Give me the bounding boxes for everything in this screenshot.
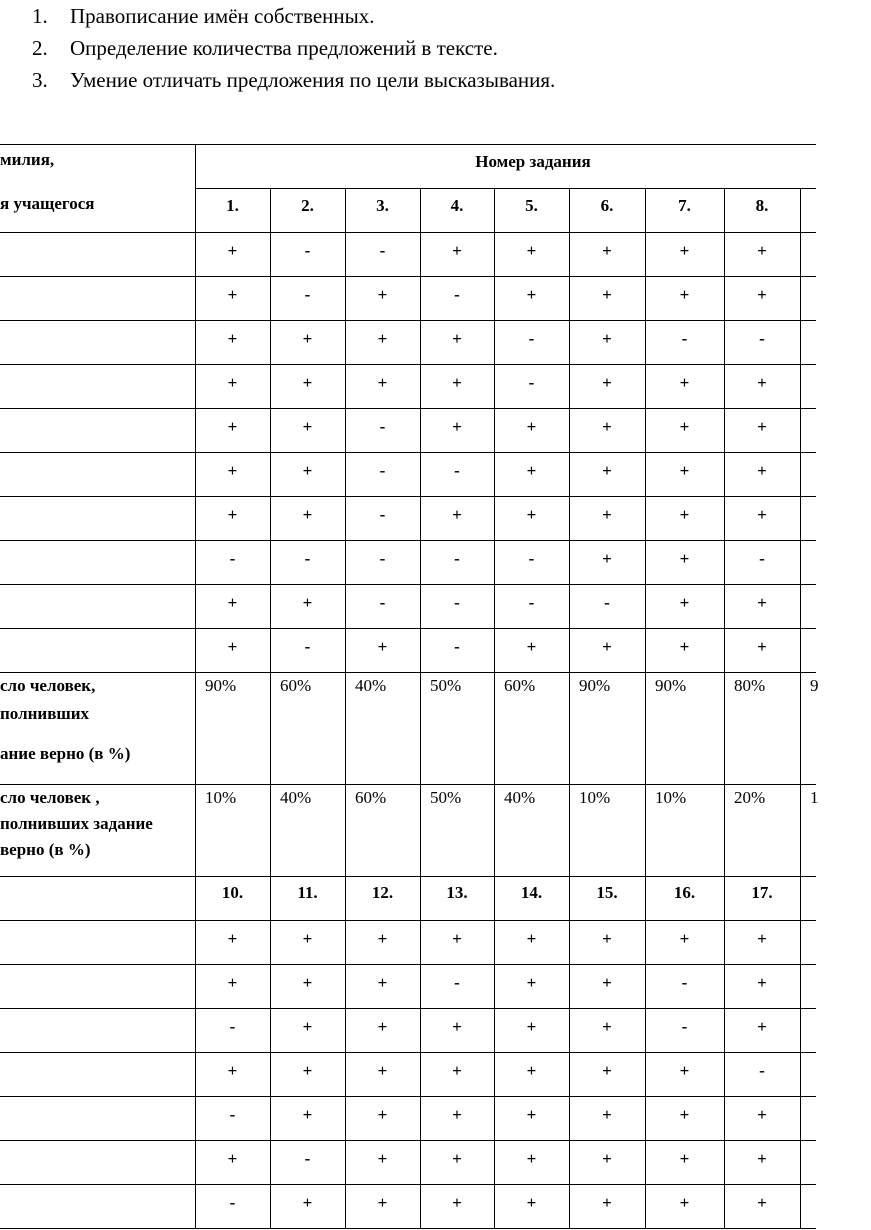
correct-value-cut: 9 xyxy=(810,676,819,695)
table-rule xyxy=(195,144,196,1228)
result-mark: + xyxy=(227,973,238,992)
result-mark: - xyxy=(528,593,535,612)
result-mark: + xyxy=(757,1149,767,1168)
result-mark: + xyxy=(757,929,767,948)
correct-percent: 60% xyxy=(504,676,536,695)
result-mark: + xyxy=(602,1061,612,1080)
table-rule xyxy=(0,320,816,321)
table-rule xyxy=(0,1052,816,1053)
list-number: 1. xyxy=(32,4,48,28)
list-text: Умение отличать предложения по цели высказывания. xyxy=(70,68,556,92)
result-mark: + xyxy=(302,505,313,524)
result-mark: + xyxy=(302,417,313,436)
result-mark: + xyxy=(302,1017,313,1036)
result-mark: - xyxy=(454,461,460,480)
result-mark: + xyxy=(757,1193,767,1212)
result-mark: - xyxy=(304,241,311,260)
list-text: Определение количества предложений в тексте. xyxy=(70,36,498,60)
result-mark: - xyxy=(379,593,386,612)
result-mark: + xyxy=(602,285,612,304)
table-rule xyxy=(0,876,816,877)
result-mark: + xyxy=(452,1061,462,1080)
wrong-percent: 10% xyxy=(579,788,611,807)
result-mark: - xyxy=(379,417,386,436)
result-mark: + xyxy=(227,505,238,524)
result-mark: - xyxy=(759,1061,765,1080)
result-mark: + xyxy=(602,1017,612,1036)
result-mark: + xyxy=(377,973,388,992)
result-mark: + xyxy=(452,373,462,392)
table-rule xyxy=(0,452,816,453)
result-mark: + xyxy=(302,1061,313,1080)
result-mark: + xyxy=(452,505,462,524)
result-mark: + xyxy=(302,973,313,992)
result-mark: + xyxy=(602,373,612,392)
result-mark: + xyxy=(757,285,767,304)
result-mark: - xyxy=(454,973,460,992)
result-mark: + xyxy=(526,417,537,436)
table-rule xyxy=(0,276,816,277)
result-mark: + xyxy=(757,417,767,436)
result-mark: - xyxy=(304,549,311,568)
name-header-line1: милия, xyxy=(0,150,55,169)
result-mark: - xyxy=(379,505,386,524)
result-mark: - xyxy=(759,549,765,568)
result-mark: + xyxy=(757,505,767,524)
result-mark: + xyxy=(679,549,690,568)
result-mark: - xyxy=(229,549,236,568)
result-mark: + xyxy=(377,373,388,392)
result-mark: - xyxy=(229,1017,236,1036)
task-number: 14. xyxy=(520,883,543,902)
result-mark: + xyxy=(377,285,388,304)
wrong-label-line1: сло человек , xyxy=(0,788,100,807)
result-mark: - xyxy=(681,1017,688,1036)
result-mark: + xyxy=(602,329,612,348)
wrong-percent: 40% xyxy=(280,788,312,807)
result-mark: + xyxy=(377,1017,388,1036)
result-mark: + xyxy=(526,461,537,480)
correct-percent: 40% xyxy=(355,676,387,695)
result-mark: + xyxy=(679,1149,690,1168)
result-mark: + xyxy=(377,1149,388,1168)
result-mark: + xyxy=(602,461,612,480)
result-mark: + xyxy=(526,285,537,304)
result-mark: + xyxy=(602,549,612,568)
result-mark: + xyxy=(526,973,537,992)
result-mark: + xyxy=(377,1193,388,1212)
result-mark: - xyxy=(454,549,460,568)
table-rule xyxy=(724,188,725,1228)
result-mark: + xyxy=(377,329,388,348)
result-mark: + xyxy=(757,461,767,480)
result-mark: + xyxy=(526,1193,537,1212)
result-mark: - xyxy=(681,329,688,348)
result-mark: - xyxy=(229,1105,236,1124)
task-number: 11. xyxy=(297,883,318,902)
result-mark: + xyxy=(227,593,238,612)
result-mark: + xyxy=(452,1105,462,1124)
result-mark: - xyxy=(379,461,386,480)
result-mark: + xyxy=(526,637,537,656)
table-rule xyxy=(195,188,816,189)
result-mark: - xyxy=(528,549,535,568)
name-header-line2: я учащегося xyxy=(0,194,95,213)
result-mark: + xyxy=(227,329,238,348)
table-rule xyxy=(0,920,816,921)
wrong-label-line3: верно (в %) xyxy=(0,840,91,859)
result-mark: + xyxy=(452,329,462,348)
result-mark: + xyxy=(679,373,690,392)
task-number: 8. xyxy=(755,196,769,215)
result-mark: + xyxy=(679,241,690,260)
result-mark: + xyxy=(679,1105,690,1124)
table-rule xyxy=(0,1184,816,1185)
result-mark: + xyxy=(452,241,462,260)
wrong-percent: 10% xyxy=(205,788,237,807)
list-text: Правописание имён собственных. xyxy=(70,4,375,28)
result-mark: + xyxy=(526,1017,537,1036)
table-rule xyxy=(494,188,495,1228)
result-mark: + xyxy=(302,461,313,480)
result-mark: + xyxy=(227,1061,238,1080)
result-mark: + xyxy=(526,929,537,948)
result-mark: + xyxy=(679,1193,690,1212)
result-mark: - xyxy=(304,285,311,304)
result-mark: + xyxy=(602,505,612,524)
correct-label-line2: полнивших xyxy=(0,704,90,723)
result-mark: - xyxy=(379,549,386,568)
result-mark: + xyxy=(679,285,690,304)
result-mark: + xyxy=(602,417,612,436)
result-mark: + xyxy=(757,593,767,612)
result-mark: + xyxy=(602,1105,612,1124)
result-mark: - xyxy=(304,1149,311,1168)
task-number: 15. xyxy=(596,883,618,902)
table-rule xyxy=(569,188,570,1228)
result-mark: + xyxy=(227,929,238,948)
table-rule xyxy=(0,408,816,409)
list-number: 2. xyxy=(32,36,48,60)
list-number: 3. xyxy=(32,68,48,92)
result-mark: + xyxy=(452,1149,462,1168)
result-mark: - xyxy=(759,329,765,348)
result-mark: - xyxy=(229,1193,236,1212)
table-rule xyxy=(420,188,421,1228)
result-mark: + xyxy=(227,285,238,304)
wrong-percent: 50% xyxy=(430,788,462,807)
task-number: 13. xyxy=(446,883,468,902)
table-rule xyxy=(0,364,816,365)
table-rule xyxy=(800,188,801,1228)
result-mark: + xyxy=(757,373,767,392)
result-mark: + xyxy=(302,593,313,612)
result-mark: - xyxy=(454,593,460,612)
result-mark: + xyxy=(227,241,238,260)
task-number: 16. xyxy=(673,883,696,902)
result-mark: + xyxy=(602,1149,612,1168)
task-number: 12. xyxy=(371,883,394,902)
correct-label-line1: сло человек, xyxy=(0,676,96,695)
correct-label-line3: ание верно (в %) xyxy=(0,744,131,763)
result-mark: - xyxy=(681,973,688,992)
result-mark: - xyxy=(454,285,460,304)
task-number: 10. xyxy=(221,883,244,902)
task-number: 7. xyxy=(678,196,691,215)
result-mark: - xyxy=(604,593,610,612)
table-rule xyxy=(0,540,816,541)
correct-percent: 90% xyxy=(655,676,687,695)
result-mark: - xyxy=(528,373,535,392)
table-rule xyxy=(270,188,271,1228)
result-mark: + xyxy=(679,461,690,480)
result-mark: + xyxy=(526,241,537,260)
result-mark: + xyxy=(377,929,388,948)
result-mark: + xyxy=(227,1149,238,1168)
result-mark: + xyxy=(227,417,238,436)
result-mark: + xyxy=(757,1017,767,1036)
task-number-header: Номер задания xyxy=(475,152,591,171)
result-mark: + xyxy=(679,637,690,656)
correct-percent: 80% xyxy=(734,676,766,695)
table-rule xyxy=(345,188,346,1228)
correct-percent: 90% xyxy=(205,676,237,695)
result-mark: + xyxy=(679,929,690,948)
result-mark: + xyxy=(679,1061,690,1080)
wrong-percent: 60% xyxy=(355,788,387,807)
table-rule xyxy=(0,496,816,497)
result-mark: + xyxy=(526,1149,537,1168)
task-number: 6. xyxy=(600,196,614,215)
table-rule xyxy=(0,1096,816,1097)
result-mark: + xyxy=(602,973,612,992)
wrong-percent: 10% xyxy=(655,788,687,807)
result-mark: + xyxy=(227,461,238,480)
result-mark: + xyxy=(302,373,313,392)
result-mark: + xyxy=(302,929,313,948)
result-mark: - xyxy=(454,637,460,656)
result-mark: + xyxy=(302,329,313,348)
table-rule xyxy=(0,672,816,673)
table-rule xyxy=(0,232,816,233)
wrong-value-cut: 1 xyxy=(810,788,819,807)
wrong-label-line2: полнивших задание xyxy=(0,814,153,833)
result-mark: + xyxy=(602,241,612,260)
result-mark: + xyxy=(757,973,767,992)
result-mark: + xyxy=(377,1105,388,1124)
result-mark: + xyxy=(377,1061,388,1080)
result-mark: + xyxy=(302,1105,313,1124)
result-mark: + xyxy=(602,637,612,656)
correct-percent: 50% xyxy=(430,676,462,695)
table-rule xyxy=(0,1008,816,1009)
result-mark: + xyxy=(227,637,238,656)
result-mark: + xyxy=(227,373,238,392)
wrong-percent: 20% xyxy=(734,788,766,807)
result-mark: + xyxy=(679,505,690,524)
table-rule xyxy=(0,628,816,629)
result-mark: + xyxy=(526,1061,537,1080)
result-mark: + xyxy=(452,1017,462,1036)
task-number: 3. xyxy=(376,196,389,215)
result-mark: - xyxy=(304,637,311,656)
task-number: 17. xyxy=(751,883,773,902)
result-mark: + xyxy=(452,929,462,948)
result-mark: + xyxy=(757,241,767,260)
table-rule xyxy=(0,964,816,965)
task-number: 5. xyxy=(525,196,538,215)
correct-percent: 60% xyxy=(280,676,312,695)
table-rule xyxy=(0,584,816,585)
result-mark: - xyxy=(379,241,386,260)
wrong-percent: 40% xyxy=(504,788,536,807)
result-mark: + xyxy=(526,505,537,524)
result-mark: + xyxy=(757,1105,767,1124)
result-mark: + xyxy=(757,637,767,656)
task-number: 1. xyxy=(226,196,239,215)
table-rule xyxy=(0,144,816,145)
result-mark: + xyxy=(452,1193,462,1212)
table-rule xyxy=(0,784,816,785)
result-mark: + xyxy=(602,929,612,948)
task-number: 2. xyxy=(301,196,314,215)
result-mark: + xyxy=(452,417,462,436)
correct-percent: 90% xyxy=(579,676,611,695)
task-number: 4. xyxy=(450,196,464,215)
result-mark: - xyxy=(528,329,535,348)
table-rule xyxy=(0,1140,816,1141)
result-mark: + xyxy=(679,593,690,612)
table-rule xyxy=(0,1228,816,1229)
result-mark: + xyxy=(526,1105,537,1124)
table-rule xyxy=(645,188,646,1228)
result-mark: + xyxy=(679,417,690,436)
result-mark: + xyxy=(377,637,388,656)
result-mark: + xyxy=(302,1193,313,1212)
result-mark: + xyxy=(602,1193,612,1212)
